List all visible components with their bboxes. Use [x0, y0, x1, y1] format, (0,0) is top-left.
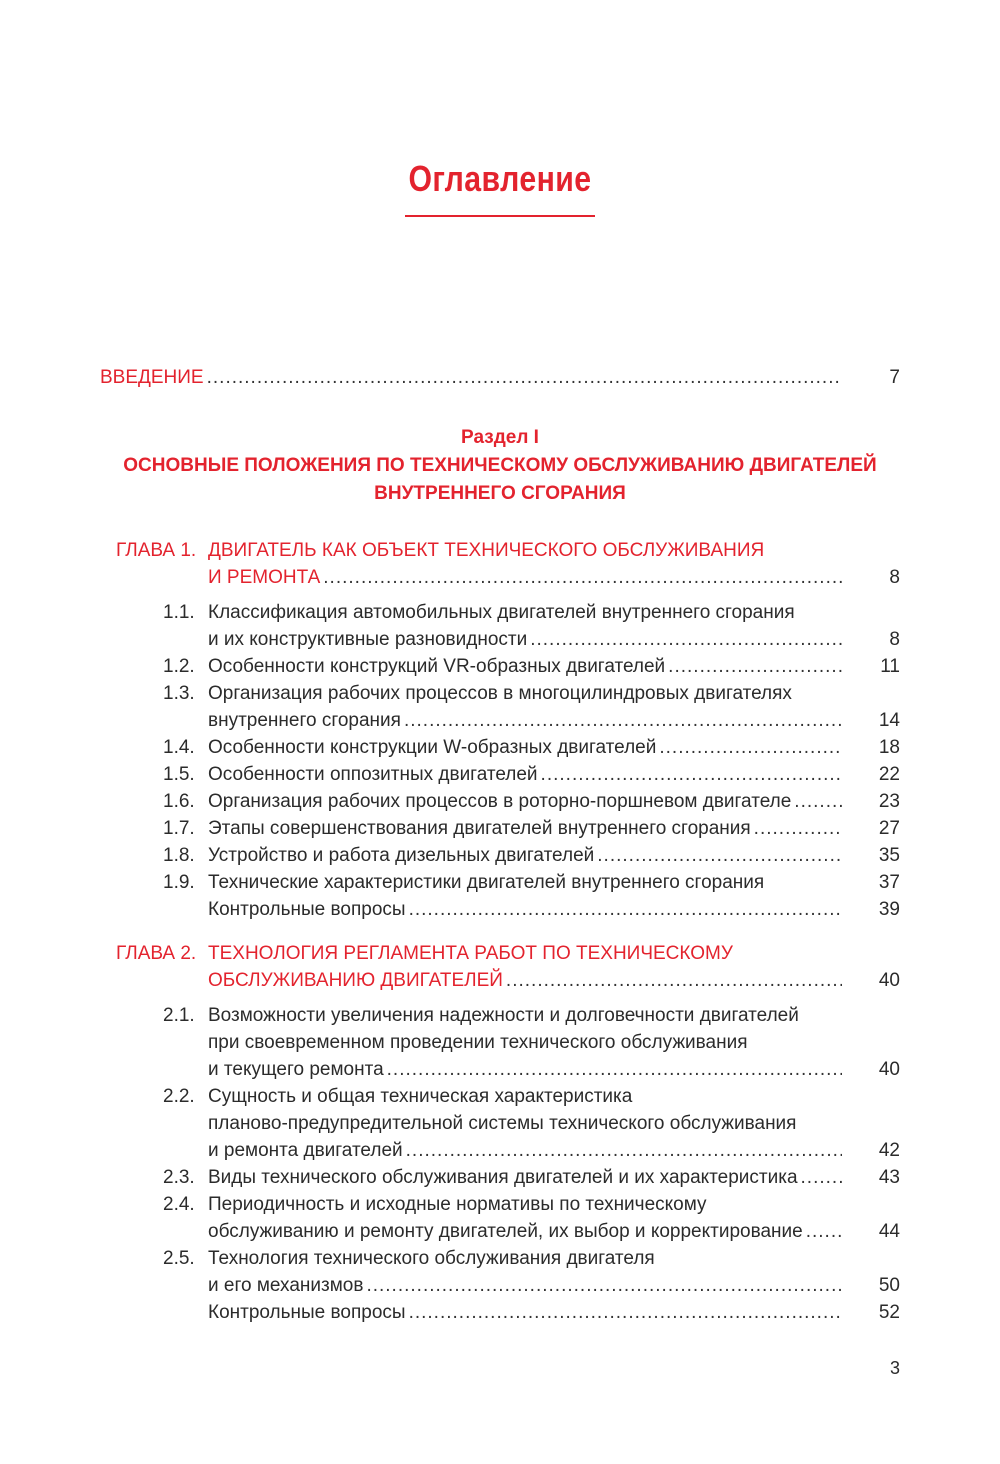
item-1-4-line1[interactable] [208, 734, 842, 762]
item-1-5-num: 1.5. [163, 764, 195, 785]
item-2-1-line2[interactable]: при своевременном проведении технического обслуживания [208, 1032, 748, 1053]
item-2-1-num: 2.1. [163, 1005, 195, 1026]
item-2-5-num: 2.5. [163, 1248, 195, 1269]
toc-entry-intro[interactable] [100, 364, 842, 392]
chapter-2-page: 40 [878, 970, 900, 991]
item-1-4-text: Особенности конструкции W-образных двигателей [208, 737, 657, 758]
dot-leader [806, 1218, 842, 1246]
chapter-1-questions-page: 39 [878, 899, 900, 920]
item-1-1-line2-text: и их конструктивные разновидности [208, 629, 528, 650]
item-2-2-line2[interactable]: планово-предупредительной системы технического обслуживания [208, 1113, 797, 1134]
dot-leader [597, 842, 842, 870]
chapter-2-questions-text: Контрольные вопросы [208, 1302, 406, 1323]
item-2-1-line3-text: и текущего ремонта [208, 1059, 384, 1080]
chapter-2-label: ГЛАВА 2. [116, 943, 197, 964]
dot-leader [387, 1056, 842, 1084]
toc-title: Оглавление [408, 158, 592, 199]
chapter-1-label: ГЛАВА 1. [116, 540, 197, 561]
item-2-2-num: 2.2. [163, 1086, 195, 1107]
chapter-2-title-line2[interactable] [208, 967, 842, 995]
dot-leader [404, 707, 842, 735]
item-1-9-line1[interactable]: Технические характеристики двигателей внутреннего сгорания [208, 872, 765, 893]
chapter-2-questions-page: 52 [878, 1302, 900, 1323]
item-1-2-line1[interactable] [208, 653, 842, 681]
dot-leader [409, 1299, 842, 1327]
item-2-2-line3-text: и ремонта двигателей [208, 1140, 403, 1161]
item-1-7-line1[interactable] [208, 815, 842, 843]
item-1-6-text: Организация рабочих процессов в роторно-поршневом двигателе [208, 791, 792, 812]
item-1-3-num: 1.3. [163, 683, 195, 704]
item-2-3-num: 2.3. [163, 1167, 195, 1188]
item-2-1-line1[interactable]: Возможности увеличения надежности и долговечности двигателей [208, 1005, 799, 1026]
item-2-2-line3[interactable] [208, 1137, 842, 1165]
item-1-8-line1[interactable] [208, 842, 842, 870]
item-1-3-line1[interactable]: Организация рабочих процессов в многоцилиндровых двигателях [208, 683, 792, 704]
item-2-5-line2-text: и его механизмов [208, 1275, 364, 1296]
item-2-4-page: 44 [878, 1221, 900, 1242]
chapter-1-title-line1[interactable]: ДВИГАТЕЛЬ КАК ОБЪЕКТ ТЕХНИЧЕСКОГО ОБСЛУЖИВАНИЯ [208, 540, 765, 561]
item-2-1-page: 40 [878, 1059, 900, 1080]
dot-leader [409, 896, 842, 924]
item-1-5-page: 22 [878, 764, 900, 785]
item-2-5-line1[interactable]: Технология технического обслуживания двигателя [208, 1248, 655, 1269]
dot-leader [506, 967, 842, 995]
dot-leader [668, 653, 842, 681]
section-label: Раздел I [461, 427, 539, 448]
item-1-9-page: 37 [878, 872, 900, 893]
dot-leader [754, 815, 842, 843]
item-1-8-num: 1.8. [163, 845, 195, 866]
chapter-1-questions[interactable] [208, 896, 842, 924]
item-1-1-line2[interactable] [208, 626, 842, 654]
dot-leader [406, 1137, 842, 1165]
item-2-5-line2[interactable] [208, 1272, 842, 1300]
chapter-1-title-line2-text: И РЕМОНТА [208, 567, 321, 588]
item-2-4-line2[interactable] [208, 1218, 842, 1246]
dot-leader [659, 734, 842, 762]
chapter-1-page: 8 [889, 567, 900, 588]
chapter-2-title-line1[interactable]: ТЕХНОЛОГИЯ РЕГЛАМЕНТА РАБОТ ПО ТЕХНИЧЕСКОМУ [208, 943, 733, 964]
item-1-4-page: 18 [878, 737, 900, 758]
item-2-4-num: 2.4. [163, 1194, 195, 1215]
item-1-6-line1[interactable] [208, 788, 842, 816]
item-1-6-num: 1.6. [163, 791, 195, 812]
item-2-4-line1[interactable]: Периодичность и исходные нормативы по техническому [208, 1194, 707, 1215]
item-1-7-num: 1.7. [163, 818, 195, 839]
chapter-1-questions-text: Контрольные вопросы [208, 899, 406, 920]
item-2-2-page: 42 [878, 1140, 900, 1161]
chapter-1-title-line2[interactable] [208, 564, 842, 592]
intro-label: ВВЕДЕНИЕ [100, 367, 204, 388]
item-2-3-line1[interactable] [208, 1164, 842, 1192]
dot-leader [801, 1164, 842, 1192]
dot-leader [207, 364, 842, 392]
item-1-3-line2-text: внутреннего сгорания [208, 710, 401, 731]
item-1-3-page: 14 [878, 710, 900, 731]
dot-leader [794, 788, 842, 816]
section-title-line1: ОСНОВНЫЕ ПОЛОЖЕНИЯ ПО ТЕХНИЧЕСКОМУ ОБСЛУЖИВАНИЮ ДВИГАТЕЛЕЙ [123, 455, 877, 476]
item-2-4-line2-text: обслуживанию и ремонту двигателей, их выбор и корректирование [208, 1221, 803, 1242]
item-1-3-line2[interactable] [208, 707, 842, 735]
item-1-1-num: 1.1. [163, 602, 195, 623]
item-2-2-line1[interactable]: Сущность и общая техническая характеристика [208, 1086, 633, 1107]
item-2-1-line3[interactable] [208, 1056, 842, 1084]
item-2-3-text: Виды технического обслуживания двигателей и их характеристика [208, 1167, 798, 1188]
intro-page: 7 [889, 367, 900, 388]
item-1-2-num: 1.2. [163, 656, 195, 677]
item-1-7-page: 27 [878, 818, 900, 839]
page-number: 3 [889, 1358, 900, 1378]
item-1-8-page: 35 [878, 845, 900, 866]
item-1-5-line1[interactable] [208, 761, 842, 789]
item-1-4-num: 1.4. [163, 737, 195, 758]
item-1-9-num: 1.9. [163, 872, 195, 893]
item-1-2-text: Особенности конструкций VR-образных двигателей [208, 656, 666, 677]
item-1-1-line1[interactable]: Классификация автомобильных двигателей внутреннего сгорания [208, 602, 795, 623]
dot-leader [366, 1272, 842, 1300]
section-title-line2: ВНУТРЕННЕГО СГОРАНИЯ [374, 483, 626, 504]
dot-leader [541, 761, 842, 789]
dot-leader [323, 564, 842, 592]
item-1-5-text: Особенности оппозитных двигателей [208, 764, 538, 785]
item-2-3-page: 43 [878, 1167, 900, 1188]
item-1-1-page: 8 [889, 629, 900, 650]
chapter-2-title-line2-text: ОБСЛУЖИВАНИЮ ДВИГАТЕЛЕЙ [208, 970, 503, 991]
chapter-2-questions[interactable] [208, 1299, 842, 1327]
item-1-7-text: Этапы совершенствования двигателей внутреннего сгорания [208, 818, 751, 839]
item-1-6-page: 23 [878, 791, 900, 812]
item-2-5-page: 50 [878, 1275, 900, 1296]
item-1-2-page: 11 [880, 656, 900, 677]
title-underline [405, 215, 595, 217]
dot-leader [530, 626, 842, 654]
item-1-8-text: Устройство и работа дизельных двигателей [208, 845, 595, 866]
